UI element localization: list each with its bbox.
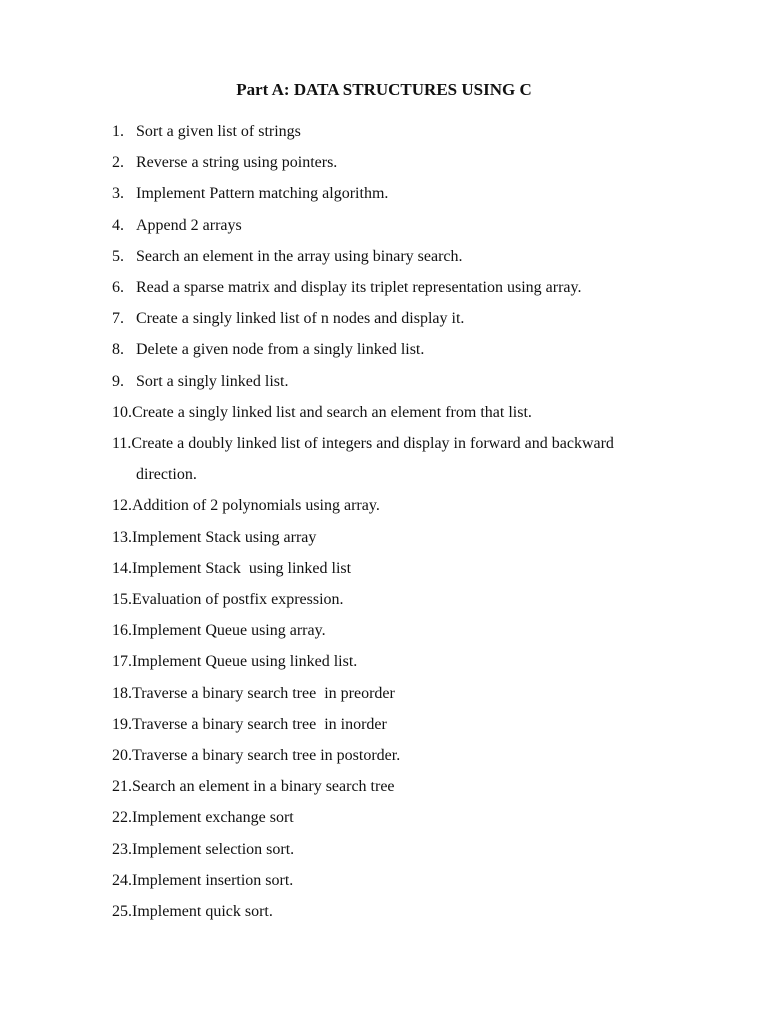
item-number: 8. — [112, 341, 124, 359]
item-number: 3. — [112, 185, 124, 203]
item-number: 4. — [112, 216, 124, 234]
item-text: Delete a given node from a singly linked list. — [136, 341, 425, 359]
list-item — [112, 771, 712, 802]
list-item — [112, 366, 712, 397]
list-item — [112, 334, 712, 365]
list-item — [112, 615, 712, 646]
item-text: Traverse a binary search tree in postorder. — [132, 747, 401, 765]
item-number: 10. — [112, 403, 132, 421]
item-number: 21. — [112, 778, 132, 796]
list-item — [112, 303, 712, 334]
item-text: Evaluation of postfix expression. — [132, 591, 344, 609]
item-number: 14. — [112, 559, 132, 577]
item-text: Append 2 arrays — [136, 216, 242, 234]
exercise-list — [112, 116, 712, 927]
item-number: 15. — [112, 591, 132, 609]
list-item — [112, 896, 712, 927]
item-number: 24. — [112, 871, 132, 889]
item-text: Implement selection sort. — [132, 840, 295, 858]
item-text: Create a singly linked list and search an element from that list. — [132, 403, 532, 421]
item-text: Implement insertion sort. — [132, 871, 294, 889]
list-item — [112, 210, 712, 241]
item-number: 23. — [112, 840, 132, 858]
item-number: 13. — [112, 528, 132, 546]
list-item — [112, 865, 712, 896]
item-number: 9. — [112, 372, 124, 390]
item-number: 25. — [112, 903, 132, 921]
item-number: 5. — [112, 247, 124, 265]
item-number: 20. — [112, 747, 132, 765]
item-text-continuation: direction. — [136, 466, 197, 484]
item-text: Traverse a binary search tree in preorder — [132, 684, 395, 702]
item-number: 11. — [112, 435, 132, 453]
list-item — [112, 147, 712, 178]
list-item — [112, 397, 712, 428]
item-text: Reverse a string using pointers. — [136, 154, 338, 172]
item-text: Search an element in the array using binary search. — [136, 247, 463, 265]
page-title: Part A: DATA STRUCTURES USING C — [236, 80, 532, 99]
list-item — [112, 584, 712, 615]
list-item — [112, 740, 712, 771]
item-number: 2. — [112, 154, 124, 172]
list-item — [112, 241, 712, 272]
item-text: Implement Queue using array. — [132, 622, 326, 640]
list-item — [112, 116, 712, 147]
list-item — [112, 834, 712, 865]
item-number: 12. — [112, 497, 132, 515]
item-number: 6. — [112, 279, 124, 297]
item-number: 16. — [112, 622, 132, 640]
item-text: Read a sparse matrix and display its triplet representation using array. — [136, 279, 582, 297]
list-item — [112, 272, 712, 303]
list-item — [112, 678, 712, 709]
item-number: 17. — [112, 653, 132, 671]
item-text: Search an element in a binary search tree — [132, 778, 395, 796]
item-text: Implement Pattern matching algorithm. — [136, 185, 389, 203]
list-item — [112, 646, 712, 677]
item-number: 1. — [112, 123, 124, 140]
list-item — [112, 490, 712, 521]
list-item — [112, 709, 712, 740]
item-text: Sort a singly linked list. — [136, 372, 289, 390]
item-number: 18. — [112, 684, 132, 702]
item-text: Implement Queue using linked list. — [132, 653, 358, 671]
list-item — [112, 553, 712, 584]
item-text: Sort a given list of strings — [136, 123, 301, 140]
item-text: Traverse a binary search tree in inorder — [132, 715, 387, 733]
item-text: Addition of 2 polynomials using array. — [132, 497, 380, 515]
item-text: Create a doubly linked list of integers and display in forward and backward — [131, 435, 614, 453]
item-text: Implement Stack using array — [132, 528, 317, 546]
item-number: 7. — [112, 310, 124, 328]
item-number: 19. — [112, 715, 132, 733]
item-text: Implement Stack using linked list — [132, 559, 352, 577]
item-text: Create a singly linked list of n nodes and display it. — [136, 310, 465, 328]
list-item — [112, 428, 712, 490]
list-item — [112, 802, 712, 833]
list-item — [112, 178, 712, 209]
list-item — [112, 522, 712, 553]
item-text: Implement exchange sort — [132, 809, 294, 827]
item-text: Implement quick sort. — [132, 903, 273, 921]
item-number: 22. — [112, 809, 132, 827]
